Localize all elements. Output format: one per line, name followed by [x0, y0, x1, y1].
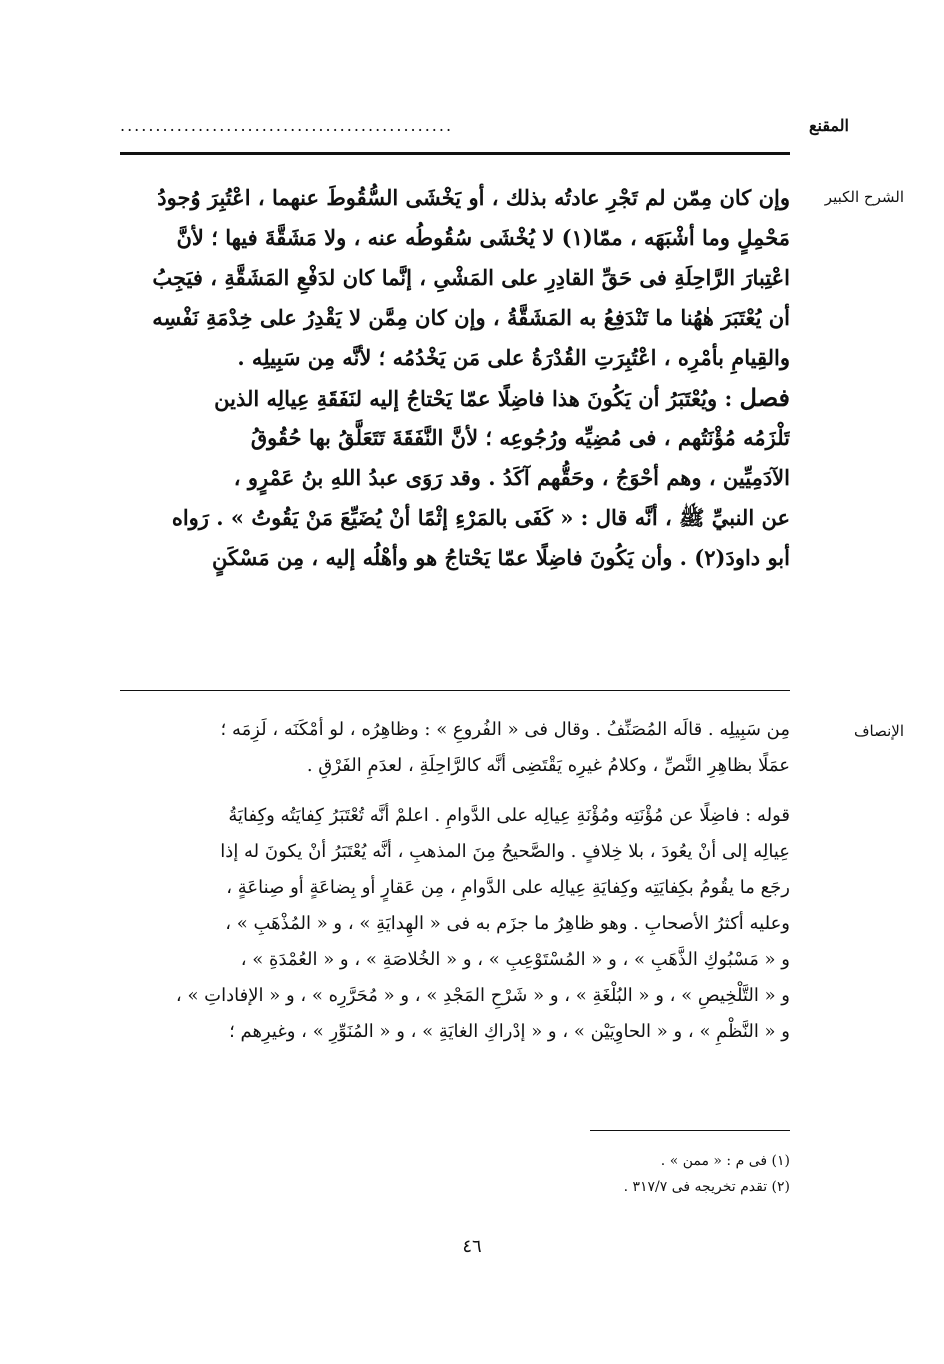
footnote-rule: [590, 1130, 790, 1131]
sharh-line: الآدَمِيِّين ، وهم أحْوَجُ ، وحَقُّهم آكَدُ . وقد رَوَى عبدُ اللهِ بنُ عَمْرٍو ،: [233, 465, 790, 490]
insaf-line: و « مَسْبُوكِ الذَّهَبِ » ، و « المُسْتَوْعِبِ » ، و « الخُلاصَةِ » ، و « العُمْدَةِ » ،: [240, 949, 790, 970]
sharh-line: اعْتِبارَ الرَّاحِلَةِ فى حَقِّ القادِرِ على المَشْىِ ، إنَّما كان لدَفْعِ المَشَقَّةِ ، فيَجِبُ: [152, 265, 790, 290]
sharh-line: مَحْمِلٍ وما أشْبَهَه ، ممّا(١) لا يُخْشَى سُقُوطُه عنه ، ولا مَشَقَّةَ فيها ؛ لأنَّ: [176, 225, 790, 250]
sharh-line: وإن كان مِمّن لم تَجْرِ عادتُه بذلك ، أو يَخْشَى السُّقُوطَ عنهما ، اعْتُبِرَ وُجودُ: [157, 185, 790, 210]
footnotes: [470, 1148, 790, 1200]
insaf-line: عِيالِه إلى أنْ يعُودَ ، بلا خِلافٍ . والصَّحيحُ مِنَ المذهبِ ، أنَّه يُعْتَبَرُ أنْ يكونَ له إذا: [220, 841, 790, 862]
sharh-label: الشرح الكبير: [824, 188, 904, 206]
insaf-line: مِن سَبِيلِه . قالَه المُصَنِّفُ . وقال فى « الفُروعِ » : وظاهِرُه ، لو أمْكَنَه ، لَزِمَه ؛: [220, 719, 790, 740]
sharh-line: أن يُعْتَبَرَ هٰهُنا ما تَنْدَفِعُ به المَشَقَّةُ ، وإن كان مِمَّن لا يَقْدِرُ على خِدْمَةِ نَفْسِه: [152, 305, 790, 330]
sharh-line: والقِيامِ بأمْرِه ، اعْتُبِرَتِ القُدْرَةُ على مَن يَخْدُمُه ؛ لأنَّه مِن سَبِيلِه .: [237, 345, 790, 370]
insaf-line: و « التَّلْخِيصِ » ، و « البُلْغَةِ » ، و « شَرْحِ المَجْدِ » ، و « مُحَرَّرِه » ، و « الإفاداتِ » ،: [175, 985, 790, 1006]
insaf-label: الإنصاف: [853, 722, 904, 740]
insaf-line: و « النَّظْمِ » ، و « الحاوِيَيْن » ، و « إدْراكِ الغايَةِ » ، و « المُنَوِّرِ » ، وغيرِهم ؛: [229, 1021, 790, 1042]
footnote: (١) فى م : « ممن » .: [660, 1153, 790, 1169]
sharh-line: أبو داودَ(٢) . وأن يَكُونَ فاضِلًا عمّا يَحْتاجُ هو وأهْلُه إليه ، مِن مَسْكَنٍ: [212, 545, 790, 570]
insaf-line: رجَع ما يقُومُ بكِفايَتِه وكِفايَةِ عِيالِه على الدَّوامِ ، مِن عَقارٍ أو بِضاعَةٍ أو صِناعَةٍ ،: [226, 877, 790, 898]
section-divider: [120, 690, 790, 691]
page-number: ٤٦: [462, 1236, 482, 1257]
running-header-dots: ...............................................: [120, 116, 454, 135]
header-rule: [120, 152, 790, 155]
fasl-first-text: : ويُعْتَبَرُ أن يَكُونَ هذا فاضِلًا عمّا يَحْتاجُ إليه لنَفَقَةِ عِيالِه الذين: [214, 386, 740, 411]
insaf-line: وعليه أكثرُ الأصحابِ . وهو ظاهِرُ ما جزَم به فى « الهِدايَةِ » ، و « المُذْهَبِ » ،: [225, 913, 790, 934]
sharh-line: تَلْزَمُه مُؤْنَتُهم ، فى مُضِيِّه ورُجُوعِه ؛ لأنَّ النَّفَقَةَ تَتَعَلَّقُ بها حُقُوقُ: [250, 425, 790, 450]
fasl-first-line: [118, 378, 790, 418]
insaf-line: عمَلًا بظاهِرِ النَّصِّ ، وكلامُ غيرِه يَقْتَضِى أنَّه كالرَّاحِلَةِ ، لعدَمِ الفَرْقِ .: [306, 755, 790, 776]
insaf-text: [118, 712, 790, 1050]
running-header-title: المقنع: [808, 116, 849, 135]
sharh-text: [118, 178, 790, 578]
footnote: (٢) تقدم تخريجه فى ٣١٧/٧ .: [623, 1179, 790, 1195]
sharh-line: عن النبيِّ ﷺ ، أنَّه قال : « كَفَى بالمَرْءِ إثْمًا أنْ يُضَيِّعَ مَنْ يَقُوتُ » . رَواه: [171, 505, 790, 530]
fasl-heading: فصل: [739, 383, 790, 412]
insaf-line: قوله : فاضِلًا عن مُؤْنَتِه ومُؤْنَةِ عِيالِه على الدَّوامِ . اعلمْ أنَّه تُعْتَبَرُ كِفايَتُه وكِفايَةُ: [228, 805, 790, 826]
